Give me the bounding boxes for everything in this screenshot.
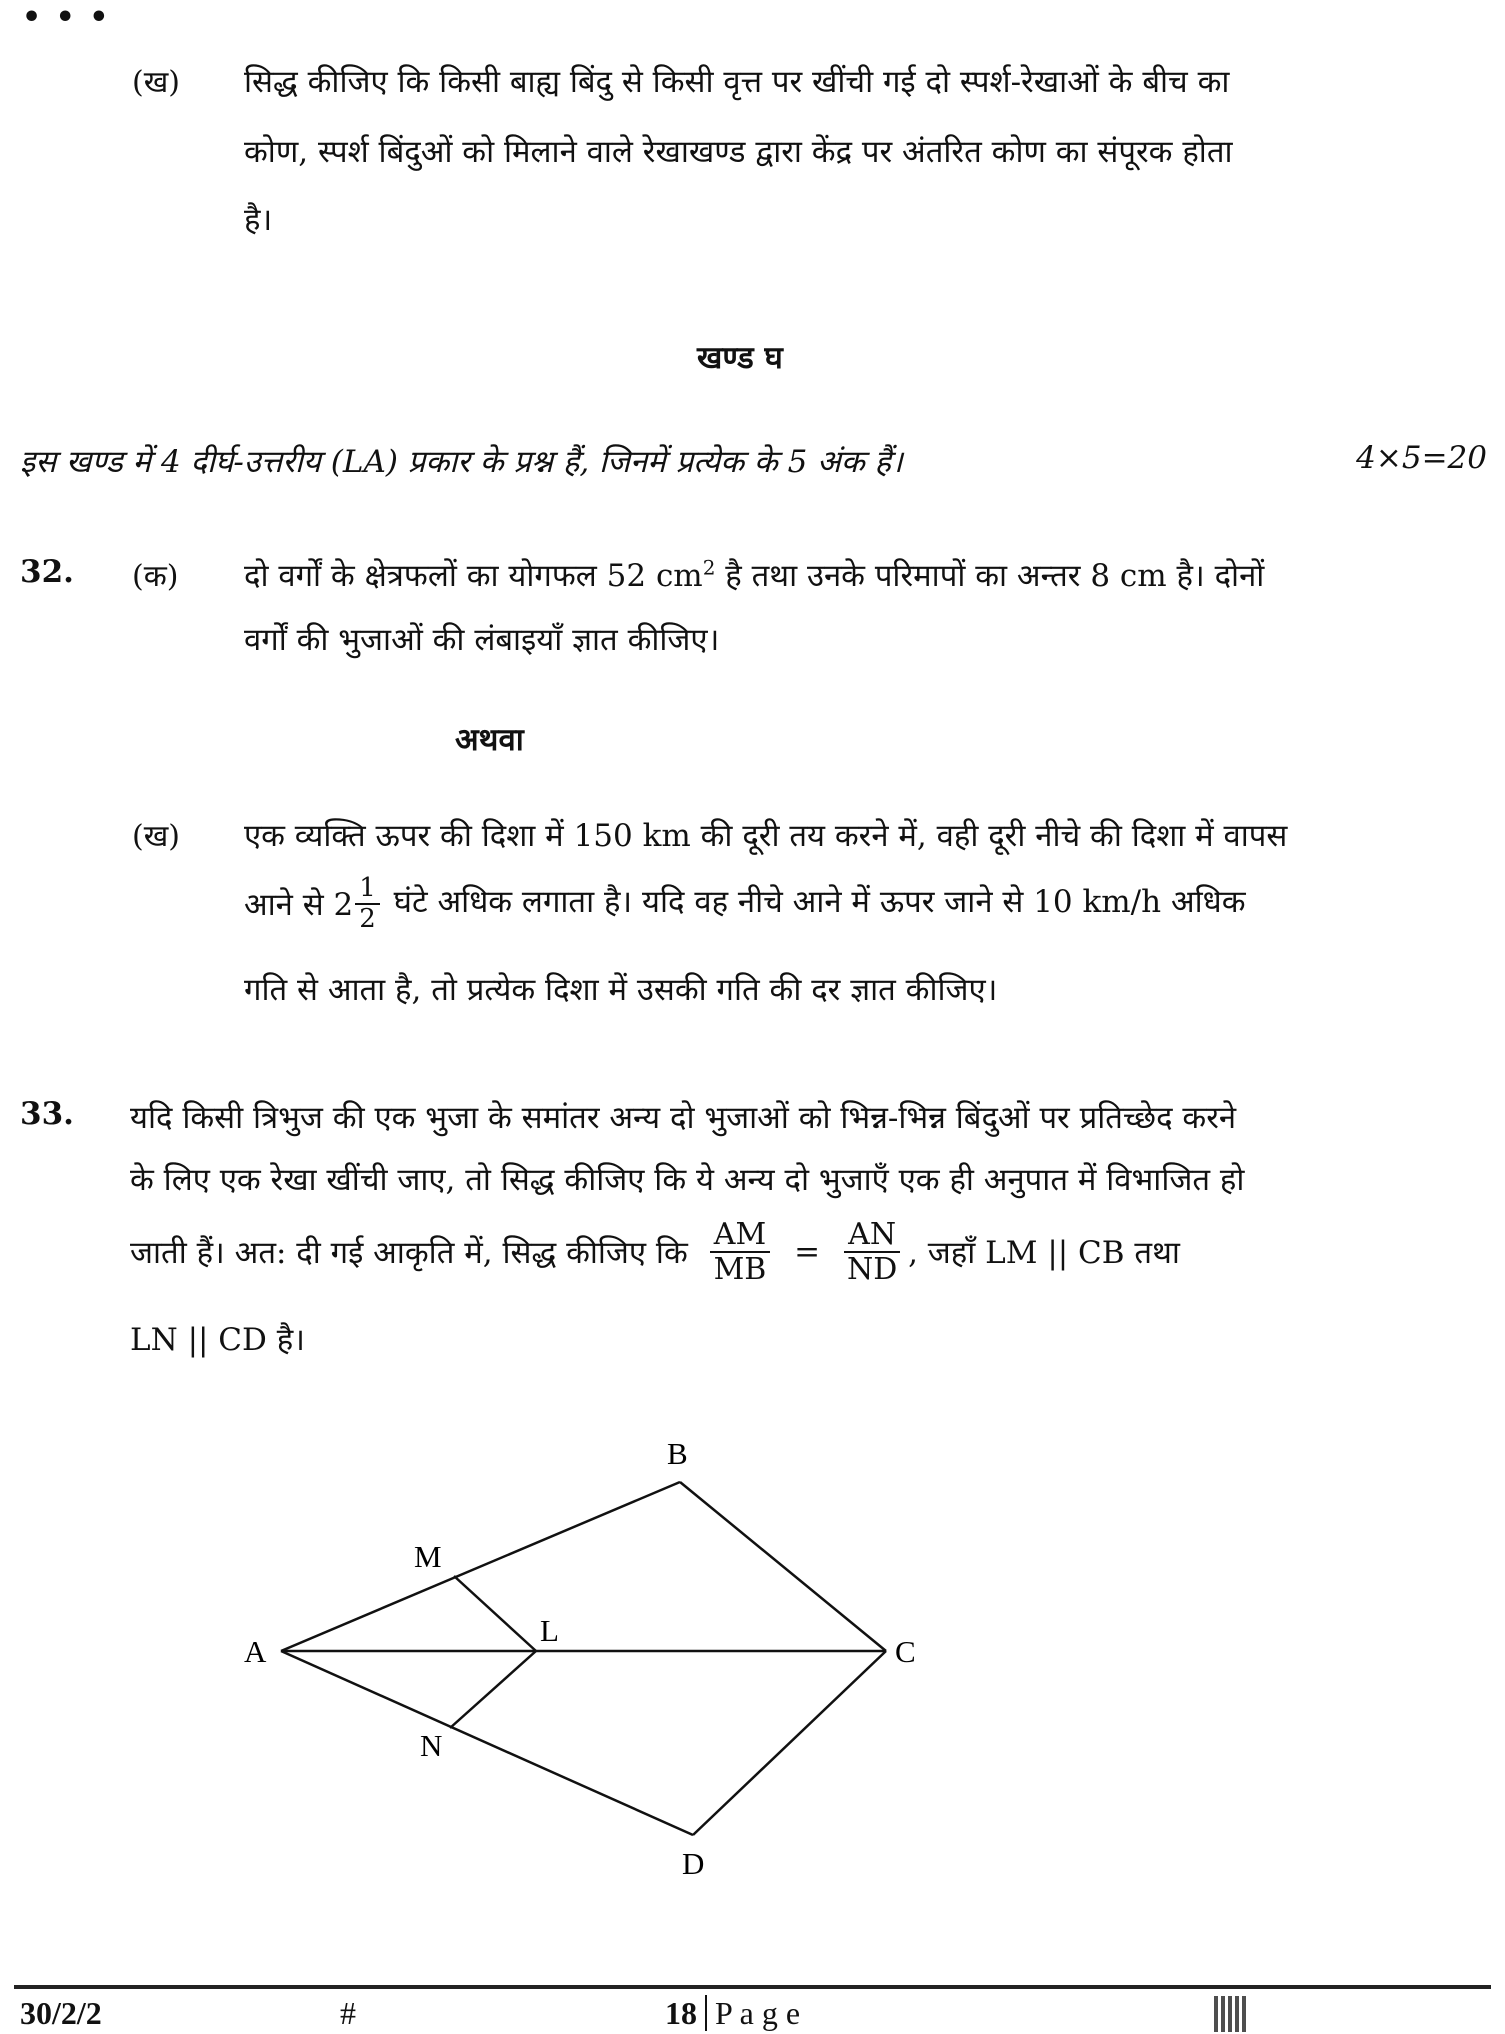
text-segment: , जहाँ LM || CB तथा bbox=[908, 1235, 1180, 1271]
page-indicator bbox=[665, 1995, 800, 2032]
page-number: 18 bbox=[665, 1995, 697, 2031]
superscript: 2 bbox=[702, 555, 716, 580]
question-text-line: है। bbox=[244, 202, 273, 238]
geometry-figure bbox=[0, 1400, 1505, 1900]
question-number: 33. bbox=[20, 1096, 74, 1132]
fraction-numerator: 1 bbox=[355, 874, 380, 905]
text-segment: घंटे अधिक लगाता है। यदि वह नीचे आने में ऊपर जाने से 10 km/h अधिक bbox=[383, 884, 1246, 921]
section-instruction: इस खण्ड में 4 दीर्घ-उत्तरीय (LA) प्रकार के प्रश्न हैं, जिनमें प्रत्येक के 5 अंक हैं। bbox=[20, 444, 903, 480]
fraction-denominator: ND bbox=[846, 1252, 898, 1287]
segment-ml bbox=[454, 1576, 536, 1651]
point-label-a: A bbox=[244, 1634, 267, 1669]
section-marks: 4×5=20 bbox=[1356, 440, 1487, 476]
question-part-label: (क) bbox=[132, 559, 179, 594]
question-text-line: गति से आता है, तो प्रत्येक दिशा में उसकी गति की दर ज्ञात कीजिए। bbox=[244, 972, 998, 1008]
text-segment: है तथा उनके परिमापों का अन्तर 8 cm है। दोनों bbox=[715, 558, 1265, 594]
question-text-line: LN || CD है। bbox=[130, 1322, 305, 1358]
equals-sign: = bbox=[794, 1234, 821, 1270]
text-segment: जाती हैं। अत: दी गई आकृति में, सिद्ध कीजिए कि bbox=[130, 1235, 688, 1271]
fraction-denominator: MB bbox=[713, 1252, 767, 1287]
fraction bbox=[355, 874, 380, 933]
segment-ln bbox=[450, 1651, 536, 1728]
segment-ab bbox=[281, 1482, 680, 1651]
point-label-c: C bbox=[895, 1634, 916, 1669]
fraction-am-mb bbox=[710, 1218, 770, 1286]
fraction-numerator: AN bbox=[844, 1218, 900, 1253]
point-label-n: N bbox=[420, 1728, 443, 1763]
question-text-line bbox=[244, 554, 1264, 596]
text-segment: आने से 2 bbox=[244, 886, 354, 923]
question-text-line bbox=[130, 1218, 1180, 1286]
hash-mark: # bbox=[340, 1995, 356, 2031]
point-label-b: B bbox=[667, 1436, 688, 1471]
more-indicator: • • • bbox=[22, 0, 111, 35]
or-divider: अथवा bbox=[455, 722, 524, 758]
question-part-label: (ख) bbox=[132, 819, 180, 854]
point-label-d: D bbox=[682, 1846, 705, 1881]
question-text-line: सिद्ध कीजिए कि किसी बाह्य बिंदु से किसी वृत्त पर खींची गई दो स्पर्श-रेखाओं के बीच का bbox=[244, 64, 1230, 100]
page-word: P a g e bbox=[715, 1995, 801, 2031]
fraction-denominator: 2 bbox=[359, 903, 376, 934]
question-text-line bbox=[244, 874, 1246, 933]
footer-divider bbox=[14, 1985, 1491, 1989]
fraction-an-nd bbox=[844, 1218, 900, 1286]
paper-code: 30/2/2 bbox=[20, 1995, 102, 2031]
mixed-fraction bbox=[244, 874, 384, 933]
qr-code-icon bbox=[1214, 1996, 1246, 2032]
segment-bc bbox=[680, 1482, 886, 1651]
segment-ad bbox=[281, 1651, 693, 1835]
text-segment: दो वर्गों के क्षेत्रफलों का योगफल 52 cm bbox=[244, 558, 703, 594]
question-part-label: (ख) bbox=[132, 65, 180, 100]
question-text-line: वर्गों की भुजाओं की लंबाइयाँ ज्ञात कीजिए। bbox=[244, 622, 720, 658]
section-title: खण्ड घ bbox=[697, 340, 783, 376]
point-label-l: L bbox=[540, 1613, 559, 1648]
question-text-line: कोण, स्पर्श बिंदुओं को मिलाने वाले रेखाखण्ड द्वारा केंद्र पर अंतरित कोण का संपूरक होता bbox=[244, 134, 1233, 170]
question-text-line: एक व्यक्ति ऊपर की दिशा में 150 km की दूरी तय करने में, वही दूरी नीचे की दिशा में वापस bbox=[244, 818, 1288, 854]
point-label-m: M bbox=[414, 1539, 442, 1574]
question-number: 32. bbox=[20, 554, 74, 590]
segment-dc bbox=[693, 1651, 886, 1835]
fraction-numerator: AM bbox=[710, 1218, 770, 1253]
question-text-line: के लिए एक रेखा खींची जाए, तो सिद्ध कीजिए कि ये अन्य दो भुजाएँ एक ही अनुपात में विभाजित हो bbox=[130, 1162, 1245, 1198]
question-text-line: यदि किसी त्रिभुज की एक भुजा के समांतर अन्य दो भुजाओं को भिन्न-भिन्न बिंदुओं पर प्रतिच्छेद करने bbox=[130, 1100, 1237, 1136]
